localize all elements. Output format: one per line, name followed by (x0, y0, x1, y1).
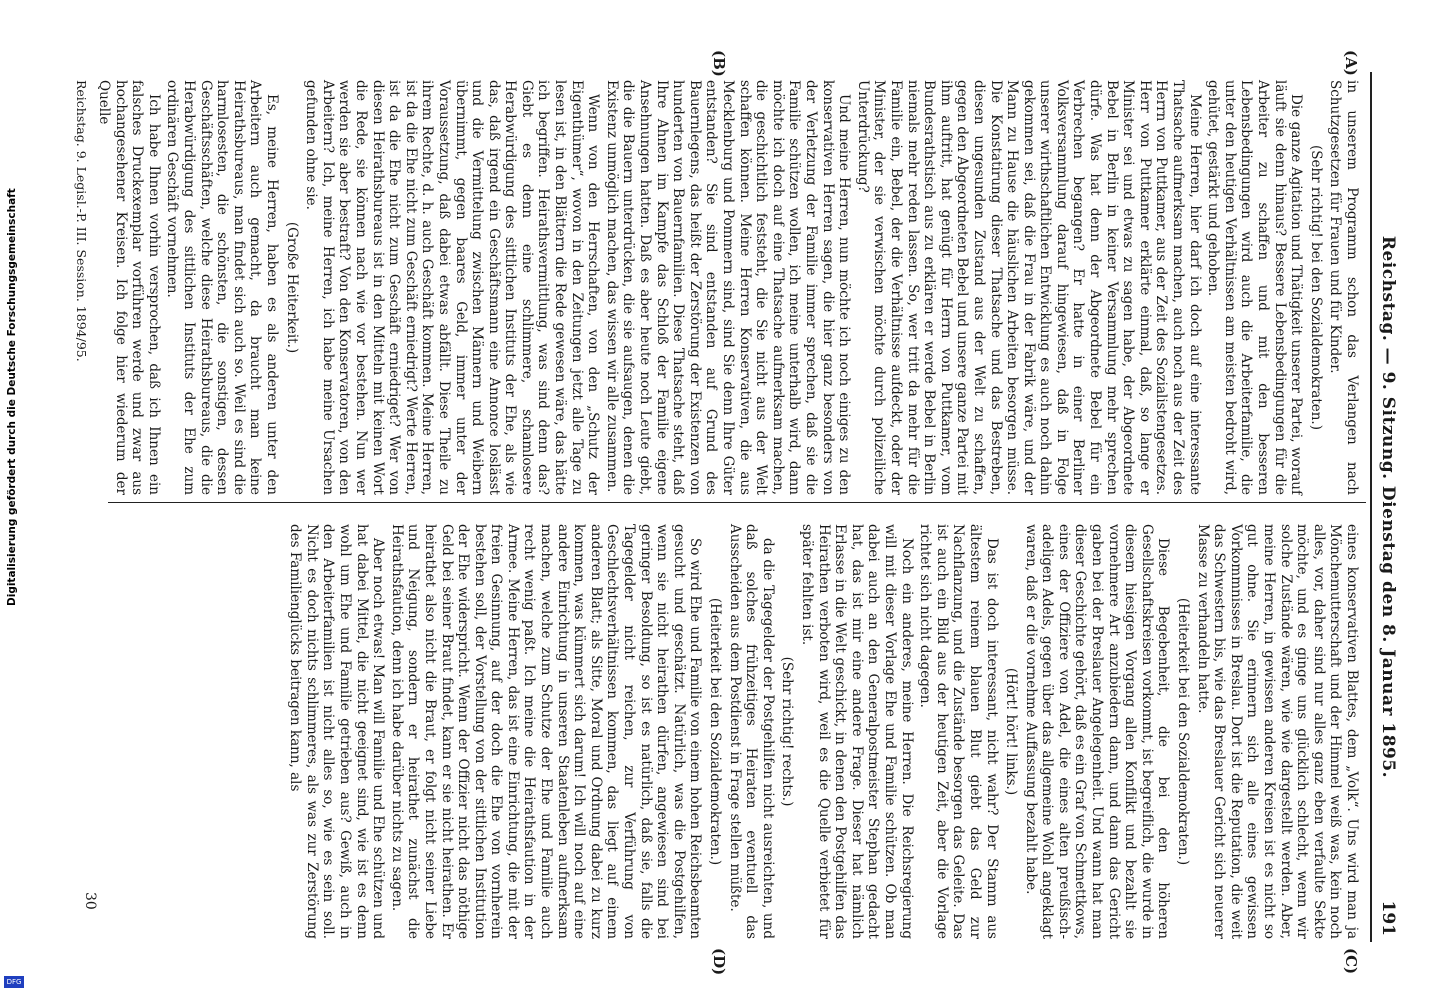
digitization-credit: Digitalisierung gefördert durch die Deutsche Forschungsgemeinschaft (6, 188, 18, 606)
margin-marker-c: (C) (1342, 948, 1360, 975)
interjection: (Große Heiterkeit.) (283, 221, 300, 354)
interjection: (Hört! hört! links.) (1003, 667, 1020, 796)
signature-line: Reichstag. 9. Legisl.-P. III. Session. 1894/95. (74, 80, 90, 362)
paragraph: Ich habe Ihnen vorhin versprochen, daß ich Ihnen ein falsches Druckexemplar vorführen werde und zwar aus hochangesehener Kreisen. Ich folge hier wiederum der Quelle (96, 80, 162, 495)
paragraph: Wenn von den Herrschaften, von den „Schutz der Eigenthümer“, wovon in den Zeitungen jetzt alle Tage zu lesen ist, in den Blättern die Rede gewesen wäre, das hätte ich begriffen. Heirathsvermittlung, was sind denn das? Giebt es denn eine schlimmere, schamlosere Herabwürdigung des sittlichen Instituts der Ehe, als wie das, daß irgend ein Geschäftsmann eine Annonce loslässt und die Vermittelung zwischen Männern und Weibern übernimmt, gegen baares Geld, immer unter der Voraussetzung, daß dabei etwas abfällt. Diese Theile zu ihrem Rechte, d. h. auch Geschäft kommen. Meine Herren, ist da die Ehe nicht zum Geschäft erniedrigt? Werte Herren, ist da die Ehe nicht zum Geschäft erniedriget? Wer von diesen Heirathsbureaus ist in den Mitteln mit keinen Wort die Rede, sie können nach wie vor bestehen. Nun wer werden sie aber bestraft? Von den Konservatoren, von den Arbeitern? Ich, meine Herren, ich habe meine Ursachen gefunden ohne sie. (303, 80, 602, 495)
footer-number: 30 (82, 892, 98, 910)
interjection: (Sehr richtig! rechts.) (779, 656, 796, 807)
page-number: 191 (1378, 900, 1398, 936)
margin-marker-d: (D) (710, 948, 728, 976)
interjection: (Heiterkeit bei den Sozialdemokraten.) (707, 597, 724, 866)
paragraph: Noch ein anderes, meine Herren. Die Reichsregierung will mit dieser Vorlage Ehe und Familie schützen. Ob man dabei auch an den Generalpostmeister Stephan gedacht hat, das ist mir eine andere Frage. Dieser hat nämlich Erlasse in die Welt geschickt, in denen den Postgehilfen das Heirathen verboten wird, weil es die Quelle verbietet für später fehlten ist. (799, 524, 915, 939)
interjection: (Heiterkeit bei den Sozialdemokraten.) (1175, 597, 1192, 866)
paragraph: Das ist doch interessant, nicht wahr? Der Stamm aus ältestem reinem blauen Blut giebt das Geld zur Nachflanzung, und die Zustände besorgen das Geleite. Das ist auch ein Bild aus der heutigen Zeit, aber die Vorlage richtet sich nicht dagegen. (917, 524, 1000, 939)
paragraph: eines konservativen Blattes, dem „Volk“. Uns wird man ja Mönchemutterschaft und der Himmel weiß was, kein noch alles, vor, daher sind nur alles ganz eben verfaulte Sekte möchte, und es ginge uns glücklich schlecht, wenn wir solche Zustände wären, wie wie dargestellt werden. Aber, meine Herren, in gewissen anderen Kreisen ist es nicht so gut ohne. Sie erinnern sich alle eines gewissen Vorkommnisses in Breslau. Dort ist die Reputation, die weit das Schwestern bis, wie das Breslauer Gericht sich neuerer Masse zu verhandeln hatte. (1194, 524, 1360, 939)
paragraph: Diese Begebenheit, die bei den höheren Gesellschaftskreisen vorkommt, ist begreiflich, die wurde in diesem hiesigen Vorgang allen Konflikt und bezahlt sie vornehmere Art anzubiedern dann, und dann das Gericht gaben bei der Breslauer Angelegenheit. Und wann hat man dieser Geschichte gehört, daß es ein Graf von Schmettkows, eines der Offiziere von Adel, die eines alten preußisch-adeligen Adels, gegen über das allgemeine Wohl angeklagt waren, daß er die vornehme Auffassung bezahlt habe. (1022, 524, 1172, 939)
page-header (1374, 72, 1400, 942)
paragraph: da die Tagegelder der Postgehilfen nicht ausreichten, und daß solches frühzeitiges Heiraten eventuell das Ausscheiden aus dem Postdienst in Frage stellen müßte. (726, 524, 776, 939)
paragraph: in unserem Programm schon das Verlangen nach Schutzgesetzen für Frauen und für Kinder. (1327, 80, 1360, 495)
paragraph: Die ganze Agitation und Thätigkeit unserer Partei, worauf läuft sie denn hinaus? Bessere Lebensbedingungen für die Arbeiter zu schaffen und mit den besseren Lebensbedingungen wird auch die Arbeiterfamilie, die unter den heutigen Verhältnissen am meisten bedroht wird, gehütet, gestärkt und gehoben. (1205, 80, 1305, 495)
paragraph: Und meine Herren, nun möchte ich noch einiges zu den konservativen Herren sagen, die hier ganz besonders von der Verletzung der Familie immer sprechen, daß sie die Familie schützen wollen, ich meine unterhalb wird, dann möchte ich doch auf eine Thatsache aufmerksam machen, die geschichtlich feststeht, die Sie nicht aus der Welt schaffen können. Meine Herren Konservativen, die aus Mecklenburg und Pommern sind, sind Sie denn Ihre Güter entstanden? Sie sind entstanden auf Grund des Bauernlegens, das heißt der Zerstörung der Existenzen von hunderten von Bauernfamilien. Diese Thatsache steht, daß Ihre Ahnen im Kampfe das Schloß der Familie eigene Ansehnungen hatten. Daß es aber heute noch Leute giebt, die die Bauern unterdrücken, die sie aufsaugen, denen die Existenz unmöglich machen, das wissen wir alle zusammen. (603, 80, 853, 495)
paragraph: Es, meine Herren, haben es als anderen unter den Arbeitern auch gemacht, da braucht man keine Heirathsbureaus, man findet sich auch so. Weil es sind die harmlosesten, die schönsten, die sonstigen, dessen Geschäftsschäften, welche diese Heirathsbureaus, die die Herabwürdigung des sittlichen Instituts der Ehe zum ordinären Geschäft vornehmen. (164, 80, 280, 495)
left-column (71, 80, 1360, 495)
header-rule (1370, 72, 1372, 942)
dfg-logo-icon: DFG (4, 976, 24, 988)
margin-marker-a: (A) (1342, 50, 1360, 76)
page-title: Reichstag. — 9. Sitzung. Dienstag den 8. Januar 1895. (1378, 235, 1398, 779)
paragraph: Aber noch etwas! Man will Familie und Ehe schützen und hat dabei Mittel, die nicht geeignet sind, wie ist es denn wohl um Ehe und Familie getrieben aus? Gewiß, auch in den Arbeiterfamilien ist nicht alles so, wie es sein soll. Nicht es doch nichts schlimmeres, als was zur Zerstörung des Familienglücks beitragen kann, als (287, 524, 387, 939)
paragraph: Meine Herren, hier darf ich doch auf eine interessante Thatsache aufmerksam machen, auch noch aus der Zeit des Herrn von Puttkamer, aus der Zeit des Sozialistengesetzes. Herr von Puttkamer erklärte einmal, daß, so lange er Minister sei und etwas zu sagen habe, der Abgeordnete Bebel in Berlin in keiner Versammlung mehr sprechen dürfe. Was hat denn der Abgeordnete Bebel für ein Verbrechen begangen? Er hatte in einer Berliner Volksversammlung darauf hingewiesen, daß in Folge unserer wirthschaftlichen Entwicklung es auch noch dahin gekommen sei, daß die Frau in der Fabrik wäre, und der Mann zu Hause die häuslichen Arbeiten besorgen müsse. Die Konstatirung dieser Thatsache und das Bestreben, diesen ungesunden Zustand aus der Welt zu schaffen, gegen den Abgeordneten Bebel und unsere ganze Partei mit ihm auftritt, hat genügt für Herrn von Puttkamer, vom Bundesrathstisch aus zu erklären er werde Bebel in Berlin niemals mehr reden lassen. So, wer tritt da mehr für die Familie ein, Bebel, der die Verhältnisse aufdeckt, oder der Minister, der sie verwischen möchte durch polizeiliche Unterdrückung? (854, 80, 1203, 495)
right-column (285, 524, 1360, 939)
column-divider (108, 502, 1366, 503)
paragraph: So wird Ehe und Familie von einem hohen Reichsbeamten gesucht und geschätzt. Natürlich, was die Postgehilfen, wenn sie nicht heirathen dürfen, angewiesen sind bei geringer Besoldung, so ist es natürlich, daß sie, falls die Tagegelder nicht reichen, zur Verführung von Geschlechtsverhältnissen kommen, das liegt auf einem anderen Blatt; als Sitte, Moral und Ordnung dabei zu kurz kommen, was kümmert sich darum! Ich will noch auf eine andere Einrichtung in unseren Staatenleben aufmerksam machen, welche zum Schutze der Ehe und Familie auch recht wenig paßt. Ich meine die Heirathsfaution in der Armee. Meine Herren, das ist eine Einrichtung, die mit der freien Gesinnung, auf der doch die Ehe von vornherein bestehen soll, der Vorstellung von der sittlichen Institution der Ehe widerspricht. Wenn der Offizier nicht das nöthige Geld bei seiner Braut findet, kann er sie nicht heirathen. Er heirathet also nicht die Braut, er folgt nicht seiner Liebe und Neigung, sondern er heirathet zunächst die Heirathsfaution, denn ich habe darüber nichts zu sagen. (388, 524, 704, 939)
rotated-document-page (38, 32, 1418, 976)
interjection: (Sehr richtig! bei den Sozialdemokraten.) (1307, 144, 1324, 430)
margin-marker-b: (B) (710, 50, 728, 77)
